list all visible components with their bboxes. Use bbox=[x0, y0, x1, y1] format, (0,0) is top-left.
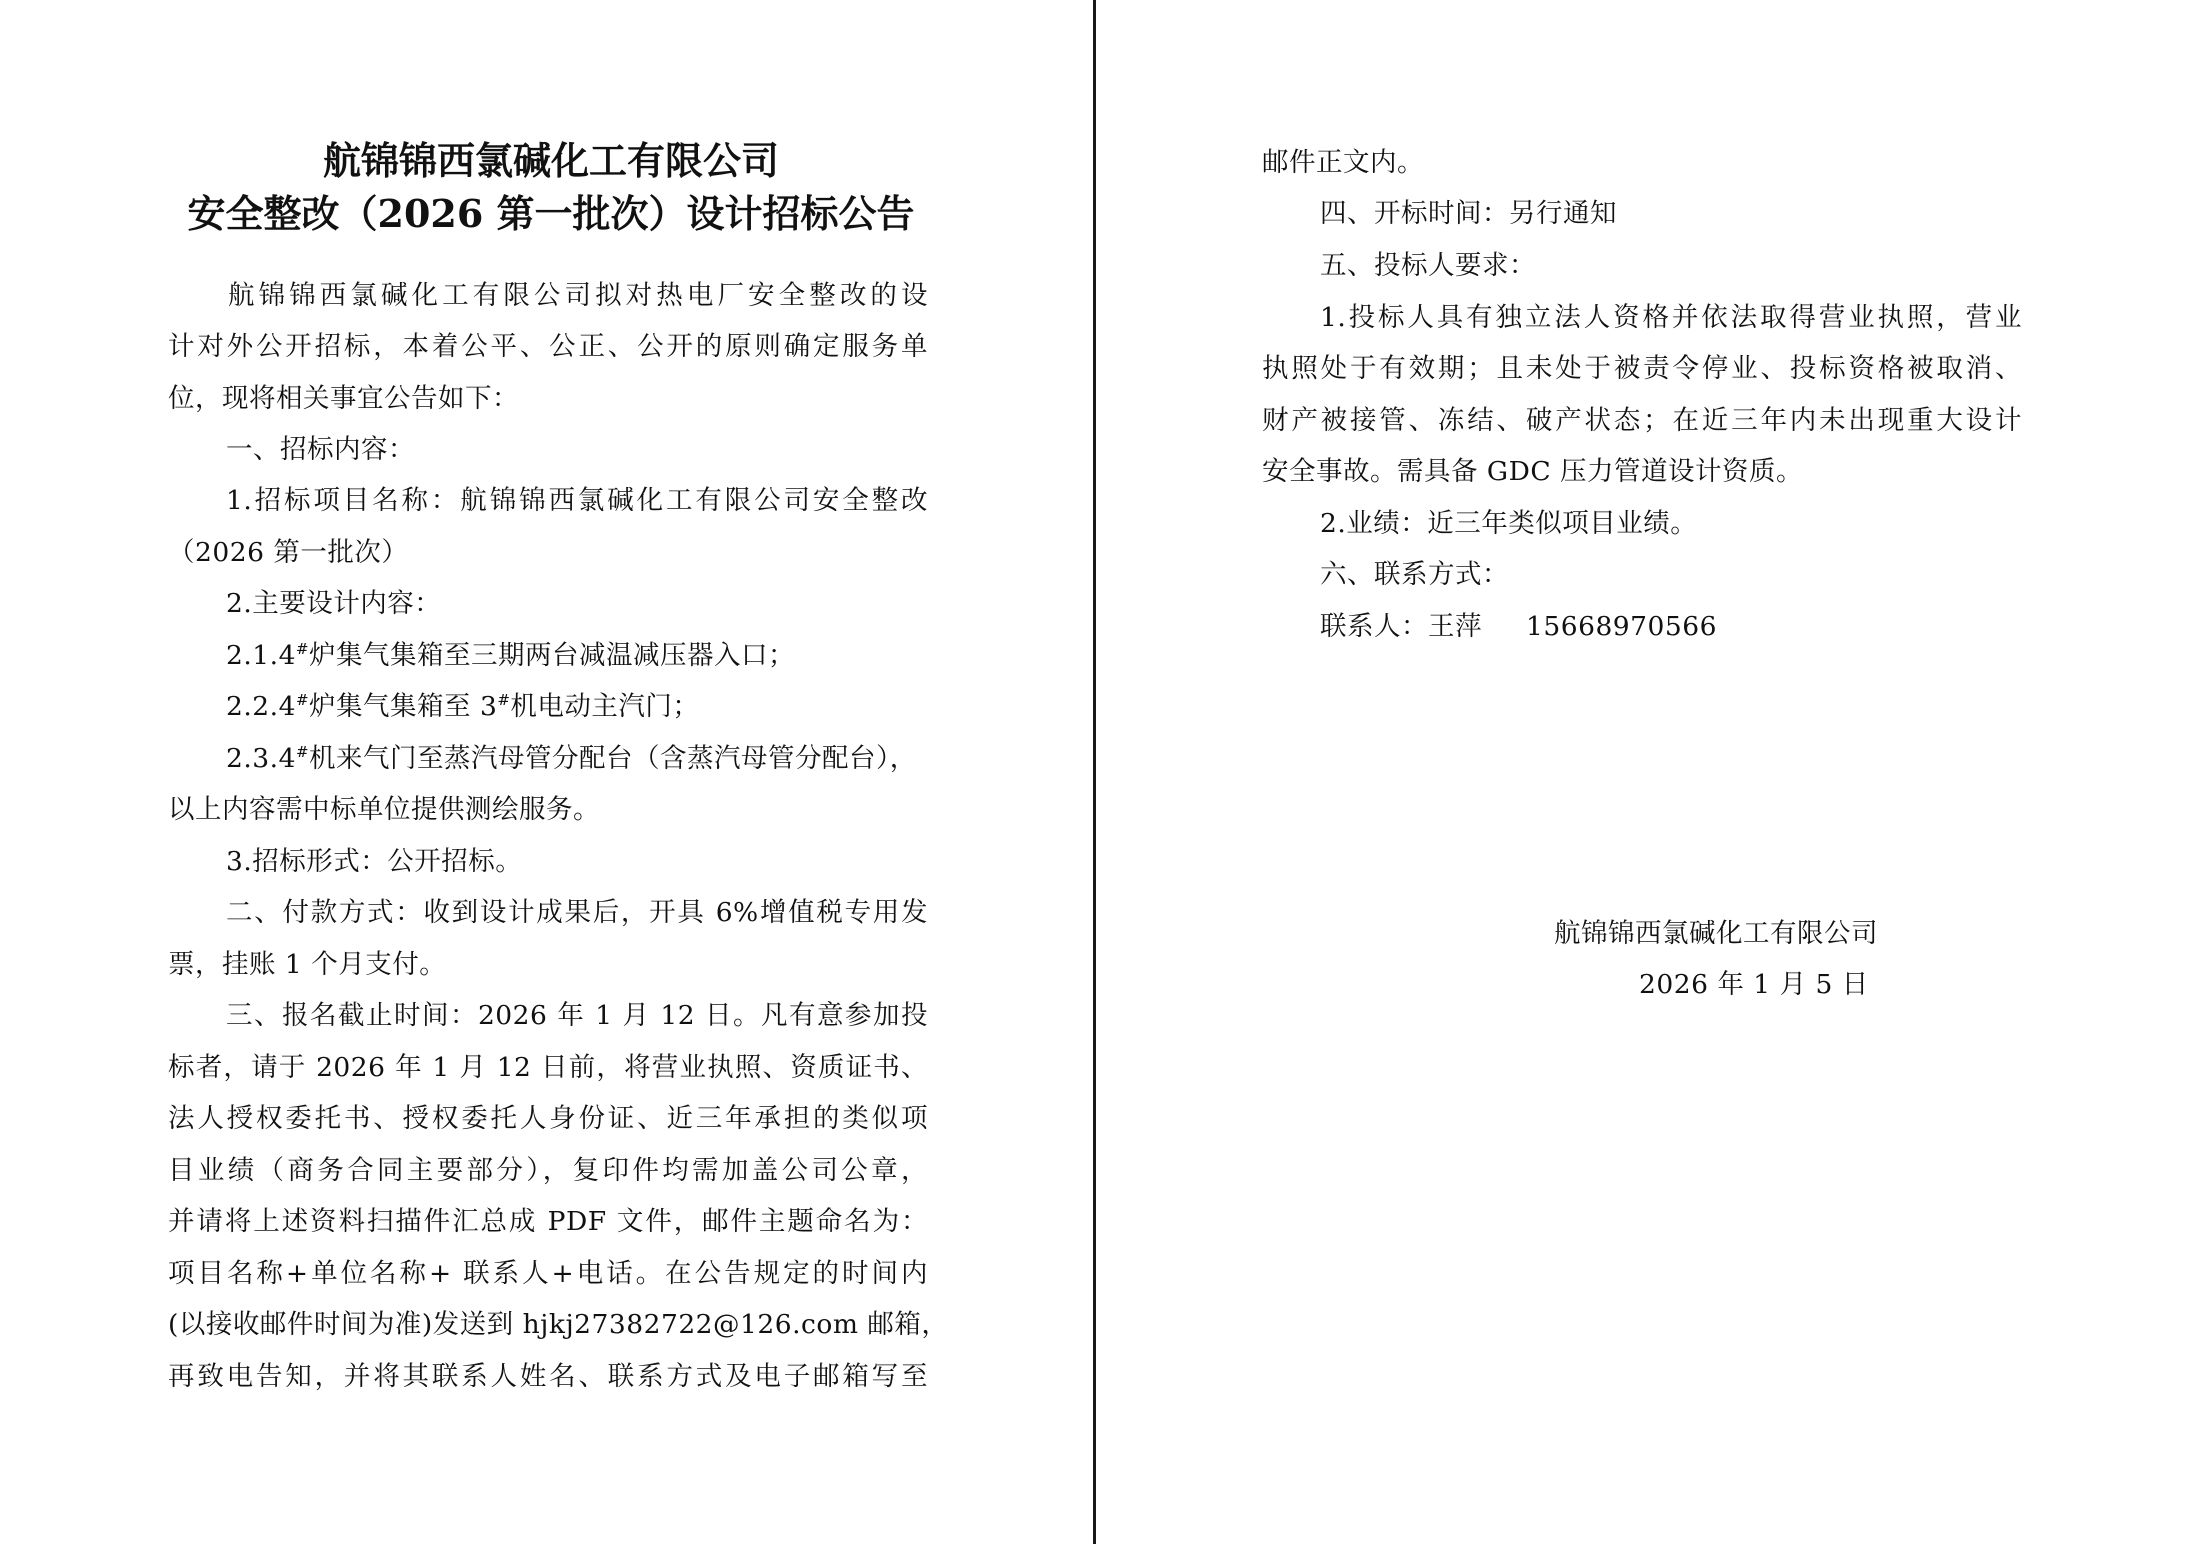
signature-date: 2026 年 1 月 5 日 bbox=[1639, 969, 1869, 1000]
requirement-1-line-4: 安全事故。需具备 GDC 压力管道设计资质。 bbox=[1262, 456, 1804, 487]
requirement-2: 2.业绩：近三年类似项目业绩。 bbox=[1320, 508, 1698, 539]
item-2-heading: 2.主要设计内容： bbox=[226, 588, 442, 619]
requirement-1-line-3: 财产被接管、冻结、破产状态；在近三年内未出现重大设计 bbox=[1262, 405, 2022, 436]
contact-line bbox=[1320, 611, 1717, 642]
item-1-line-2: （2026 第一批次） bbox=[168, 537, 409, 568]
item-2-1: 2.1.4#炉集气集箱至三期两台减温减压器入口； bbox=[226, 640, 796, 671]
title-announcement: 安全整改（2026 第一批次）设计招标公告 bbox=[187, 191, 915, 236]
section-3-line-6: 项目名称+单位名称+ 联系人+电话。在公告规定的时间内 bbox=[168, 1258, 928, 1289]
item-2-3-line-2: 以上内容需中标单位提供测绘服务。 bbox=[168, 794, 600, 825]
intro-line-1: 航锦锦西氯碱化工有限公司拟对热电厂安全整改的设 bbox=[228, 280, 928, 311]
section-4: 四、开标时间：另行通知 bbox=[1320, 198, 1617, 229]
section-3-line-3: 法人授权委托书、授权委托人身份证、近三年承担的类似项 bbox=[168, 1103, 928, 1134]
page-divider bbox=[1093, 0, 1096, 1544]
section-1-heading: 一、招标内容： bbox=[226, 434, 415, 465]
item-2-3: 2.3.4#机来气门至蒸汽母管分配台（含蒸汽母管分配台）， bbox=[226, 743, 917, 774]
section-3-line-5: 并请将上述资料扫描件汇总成 PDF 文件，邮件主题命名为： bbox=[168, 1206, 928, 1237]
section-6-heading: 六、联系方式： bbox=[1320, 559, 1509, 590]
requirement-1-line-1: 1.投标人具有独立法人资格并依法取得营业执照，营业 bbox=[1320, 302, 2022, 333]
signature-company: 航锦锦西氯碱化工有限公司 bbox=[1554, 918, 1878, 949]
contact-name: 联系人：王萍 bbox=[1320, 611, 1482, 642]
item-1-line-1: 1.招标项目名称：航锦锦西氯碱化工有限公司安全整改 bbox=[226, 485, 928, 516]
requirement-1-line-2: 执照处于有效期；且未处于被责令停业、投标资格被取消、 bbox=[1262, 353, 2022, 384]
section-3-line-8: 再致电告知，并将其联系人姓名、联系方式及电子邮箱写至 bbox=[168, 1361, 928, 1392]
title-company: 航锦锦西氯碱化工有限公司 bbox=[322, 138, 779, 183]
intro-line-2: 计对外公开招标，本着公平、公正、公开的原则确定服务单 bbox=[168, 331, 928, 362]
item-3: 3.招标形式：公开招标。 bbox=[226, 846, 523, 877]
continuation-line: 邮件正文内。 bbox=[1262, 147, 1424, 178]
section-2-line-2: 票，挂账 1 个月支付。 bbox=[168, 949, 447, 980]
section-3-line-2: 标者，请于 2026 年 1 月 12 日前，将营业执照、资质证书、 bbox=[168, 1052, 928, 1083]
item-2-2: 2.2.4#炉集气集箱至 3#机电动主汽门； bbox=[226, 691, 700, 722]
section-5-heading: 五、投标人要求： bbox=[1320, 250, 1536, 281]
intro-line-3: 位，现将相关事宜公告如下： bbox=[168, 383, 519, 414]
section-2-line-1: 二、付款方式：收到设计成果后，开具 6%增值税专用发 bbox=[226, 897, 928, 928]
section-3-line-1: 三、报名截止时间：2026 年 1 月 12 日。凡有意参加投 bbox=[226, 1000, 928, 1031]
contact-phone: 15668970566 bbox=[1526, 611, 1717, 642]
section-3-line-4: 目业绩（商务合同主要部分），复印件均需加盖公司公章， bbox=[168, 1155, 928, 1186]
section-3-line-7: (以接收邮件时间为准)发送到 hjkj27382722@126.com 邮箱， bbox=[168, 1309, 949, 1340]
